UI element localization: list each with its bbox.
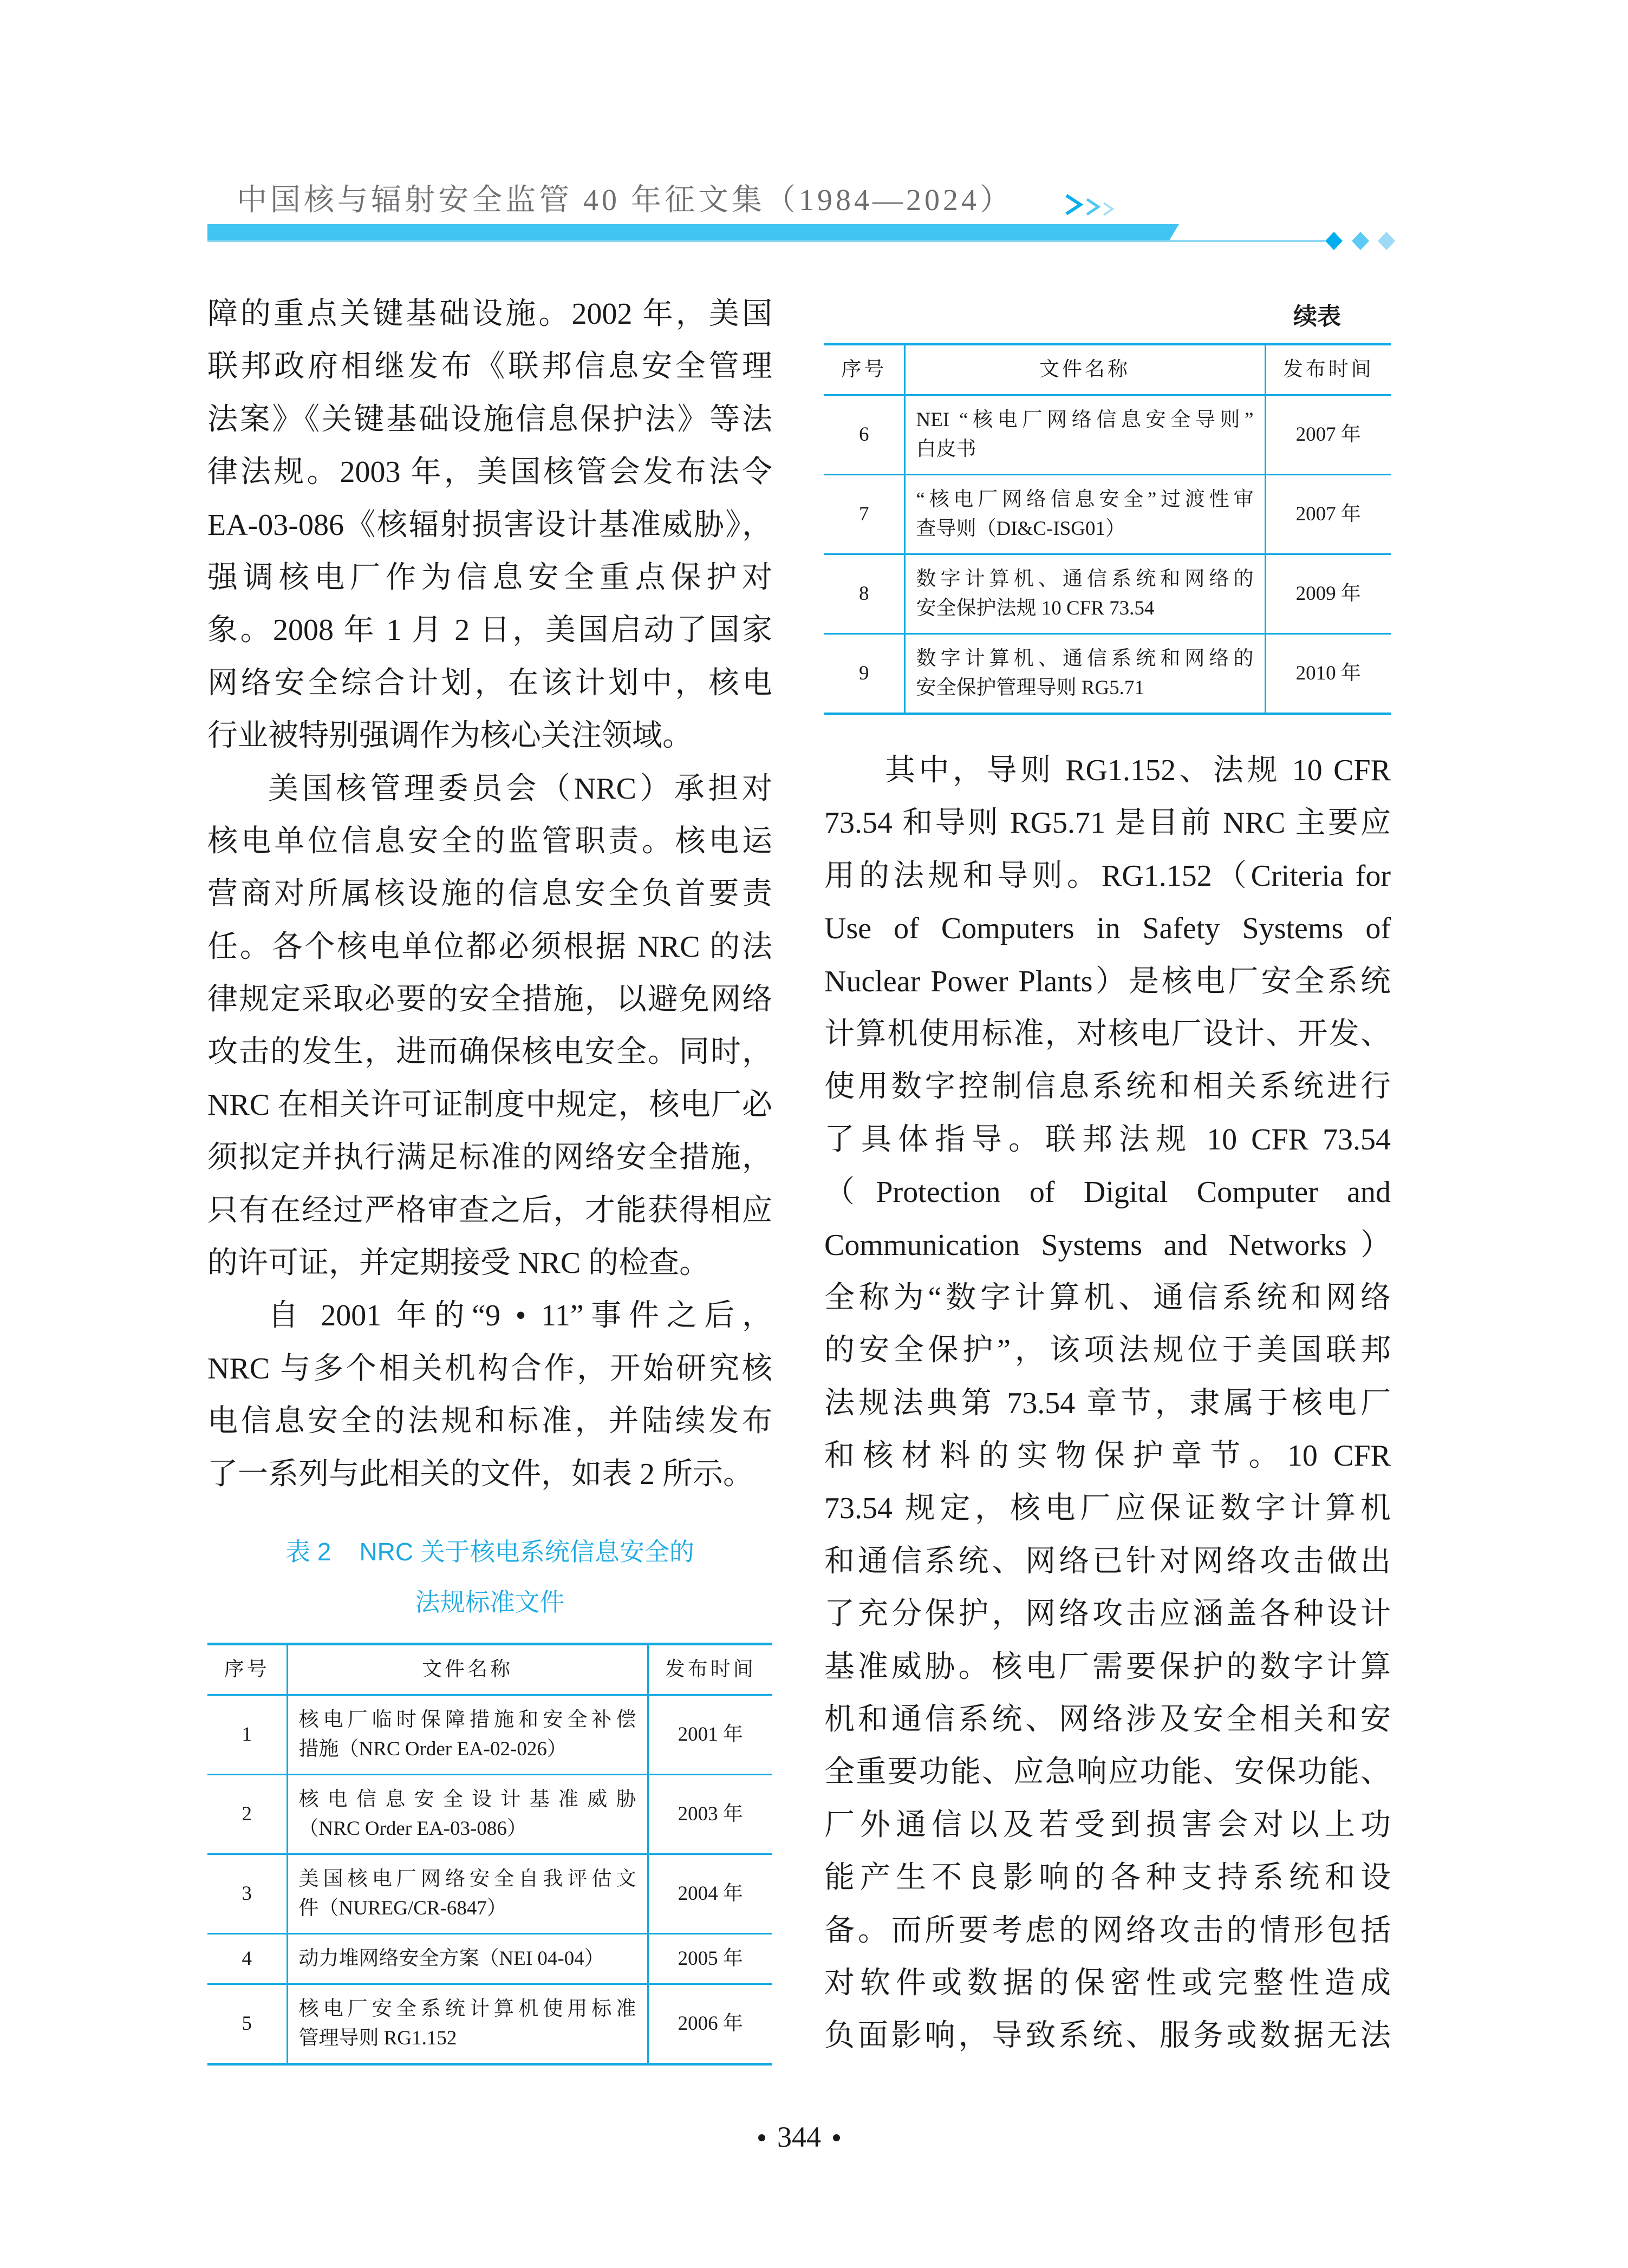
document-name <box>287 1775 648 1854</box>
text-line: 使用数字控制信息系统和相关系统进行 <box>824 1070 1391 1104</box>
column-header-number: 序号 <box>841 358 887 381</box>
text-line: 用的法规和导则。RG1.152（Criteria for <box>824 859 1391 893</box>
text-line: EA-03-086《核辐射损害设计基准威胁》， <box>207 508 772 542</box>
document-name-line: NEI “核电厂网络信息安全导则” <box>916 409 1254 431</box>
row-number: 6 <box>824 395 904 475</box>
document-name-line: 数字计算机、通信系统和网络的 <box>916 648 1254 670</box>
text-line: 核电单位信息安全的监管职责。核电运 <box>207 824 772 858</box>
chevron-right-icon <box>1104 203 1112 215</box>
text-line: 对软件或数据的保密性或完整性造成 <box>824 1966 1391 2000</box>
document-name-line: 管理导则 RG1.152 <box>298 2027 457 2049</box>
document-name-line: （NRC Order EA-03-086） <box>298 1818 527 1840</box>
document-name-line: 核电厂临时保障措施和安全补偿 <box>298 1709 636 1731</box>
text-line: 网络安全综合计划，在该计划中，核电 <box>207 666 772 700</box>
column-header-document-name: 文件名称 <box>287 1644 648 1695</box>
paragraph <box>207 1290 772 1501</box>
document-name-line: 安全保护管理导则 RG5.71 <box>916 677 1144 699</box>
text-line: （Protection of Digital Computer and <box>824 1175 1391 1210</box>
document-name <box>287 1695 648 1775</box>
table-row <box>207 1775 772 1854</box>
text-line: 73.54 规定，核电厂应保证数字计算机 <box>824 1492 1391 1526</box>
running-title: 中国核与辐射安全监管 40 年征文集（1984—2024） <box>237 184 1013 217</box>
text-line: NRC 在相关许可证制度中规定，核电厂必 <box>207 1088 772 1122</box>
text-line: 美国核管理委员会（NRC）承担对 <box>268 772 772 806</box>
table-number: 表 2 <box>285 1538 331 1566</box>
column-header-date: 发布时间 <box>648 1644 772 1695</box>
table-row <box>824 395 1391 475</box>
text-line: 厂外通信以及若受到损害会对以上功 <box>824 1808 1391 1842</box>
row-number: 1 <box>207 1695 287 1775</box>
text-line: 障的重点关键基础设施。2002 年，美国 <box>207 297 772 331</box>
document-name-line: 动力堆网络安全方案（NEI 04-04） <box>298 1947 604 1970</box>
text-line: 须拟定并执行满足标准的网络安全措施， <box>207 1141 772 1175</box>
document-name-line: 美国核电厂网络安全自我评估文 <box>298 1868 636 1890</box>
table-row <box>207 1984 772 2064</box>
text-line: 其中，导则 RG1.152、法规 10 CFR <box>885 754 1391 787</box>
caption-title: NRC 关于核电系统信息安全的 <box>359 1538 694 1566</box>
document-name-line: 数字计算机、通信系统和网络的 <box>916 568 1254 590</box>
paragraph <box>207 288 772 763</box>
text-line: NRC 与多个相关机构合作，开始研究核 <box>207 1351 772 1385</box>
text-line: 能产生不良影响的各种支持系统和设 <box>824 1861 1391 1895</box>
text-line: 73.54 和导则 RG5.71 是目前 NRC 主要应 <box>824 806 1391 840</box>
left-column-body <box>207 288 772 1501</box>
document-name <box>904 554 1265 634</box>
text-line: 全称为“数字计算机、通信系统和网络 <box>824 1280 1391 1315</box>
table-row <box>207 1854 772 1934</box>
document-name-line: 白皮书 <box>916 438 976 460</box>
document-name-line: 件（NUREG/CR-6847） <box>298 1897 507 1919</box>
text-line: 律规定采取必要的安全措施，以避免网络 <box>207 983 772 1017</box>
document-name-line: 安全保护法规 10 CFR 73.54 <box>916 597 1155 619</box>
column-header-document-name: 文件名称 <box>904 344 1265 395</box>
publish-date: 2003 年 <box>648 1775 772 1854</box>
bullet-ornament-icon <box>833 2134 840 2141</box>
table-body <box>207 1695 772 2064</box>
document-name-line: 核电厂安全系统计算机使用标准 <box>298 1998 636 2020</box>
text-line: 了一系列与此相关的文件，如表 2 所示。 <box>207 1457 753 1491</box>
publish-date: 2007 年 <box>1265 475 1391 554</box>
text-line: 了充分保护，网络攻击应涵盖各种设计 <box>824 1597 1391 1631</box>
text-line: 的许可证，并定期接受 NRC 的检查。 <box>207 1246 710 1280</box>
text-line: Communication Systems and Networks） <box>824 1228 1391 1262</box>
text-line: 律法规。2003 年，美国核管会发布法令 <box>207 455 772 489</box>
publish-date: 2010 年 <box>1265 634 1391 714</box>
publish-date: 2009 年 <box>1265 554 1391 634</box>
row-number: 5 <box>207 1984 287 2064</box>
table-row <box>824 554 1391 634</box>
text-line: Use of Computers in Safety Systems of <box>824 912 1391 946</box>
table-row <box>207 1695 772 1775</box>
diamond-icon <box>1378 232 1395 250</box>
publish-date: 2007 年 <box>1265 395 1391 475</box>
table-row <box>824 475 1391 554</box>
text-line: 只有在经过严格审查之后，才能获得相应 <box>207 1193 772 1227</box>
text-line: 和核材料的实物保护章节。10 CFR <box>824 1439 1391 1473</box>
text-line: 全重要功能、应急响应功能、安保功能、 <box>824 1755 1391 1789</box>
document-name <box>904 475 1265 554</box>
bullet-ornament-icon <box>758 2134 765 2141</box>
regulations-table-continued <box>824 343 1391 715</box>
text-line: 的安全保护”，该项法规位于美国联邦 <box>824 1334 1391 1368</box>
text-line: 基准威胁。核电厂需要保护的数字计算 <box>824 1650 1391 1684</box>
text-line: 攻击的发生，进而确保核电安全。同时， <box>207 1035 772 1069</box>
caption-title: 法规标准文件 <box>415 1588 565 1616</box>
regulations-table <box>207 1643 772 2066</box>
row-number: 9 <box>824 634 904 714</box>
table-2-continued <box>824 343 1391 715</box>
document-name <box>904 634 1265 714</box>
diamond-icon <box>1352 232 1369 250</box>
text-line: 计算机使用标准，对核电厂设计、开发、 <box>824 1017 1391 1051</box>
header-row <box>207 1644 772 1695</box>
row-number: 2 <box>207 1775 287 1854</box>
caption-line <box>207 1527 772 1577</box>
table-row <box>207 1934 772 1984</box>
text-line: 负面影响，导致系统、服务或数据无法 <box>824 2019 1391 2053</box>
column-header-date: 发布时间 <box>1265 344 1391 395</box>
caption-line <box>207 1577 772 1628</box>
chevron-right-icon <box>1066 195 1080 214</box>
table-body <box>824 395 1391 714</box>
right-column-body <box>824 744 1391 2063</box>
page-number: 344 <box>777 2121 821 2153</box>
table-2 <box>207 1643 772 2066</box>
triple-diamond-icon <box>1325 232 1395 250</box>
triple-chevron-right-icon <box>1066 195 1112 215</box>
header-accent-bar <box>207 224 1179 240</box>
text-line: 强调核电厂作为信息安全重点保护对 <box>207 560 772 594</box>
table-continued-label: 续表 <box>1293 303 1341 330</box>
text-line: 行业被特别强调作为核心关注领域。 <box>207 719 693 753</box>
chevron-right-icon <box>1087 199 1098 214</box>
document-name-line: “核电厂网络信息安全”过渡性审 <box>916 488 1254 511</box>
row-number: 3 <box>207 1854 287 1934</box>
header-row <box>824 344 1391 395</box>
document-name <box>287 1984 648 2064</box>
text-line: 营商对所属核设施的信息安全负首要责 <box>207 877 772 911</box>
text-line: 联邦政府相继发布《联邦信息安全管理 <box>207 350 772 384</box>
paragraph <box>207 763 772 1290</box>
text-line: 电信息安全的法规和标准，并陆续发布 <box>207 1404 772 1439</box>
publish-date: 2005 年 <box>648 1934 772 1984</box>
publish-date: 2004 年 <box>648 1854 772 1934</box>
running-header-decoration <box>0 0 1628 271</box>
publish-date: 2001 年 <box>648 1695 772 1775</box>
document-name <box>287 1854 648 1934</box>
column-header-number: 序号 <box>224 1658 270 1681</box>
document-name <box>904 395 1265 475</box>
row-number: 7 <box>824 475 904 554</box>
text-line: 自 2001 年的“9 • 11”事件之后， <box>268 1299 772 1333</box>
text-line: 法案》《关键基础设施信息保护法》等法 <box>207 402 772 436</box>
text-line: Nuclear Power Plants）是核电厂安全系统 <box>824 964 1391 998</box>
text-line: 任。各个核电单位都必须根据 NRC 的法 <box>207 930 772 964</box>
paragraph <box>824 744 1391 2063</box>
row-number: 8 <box>824 554 904 634</box>
text-line: 机和通信系统、网络涉及安全相关和安 <box>824 1703 1391 1737</box>
text-line: 法规法典第 73.54 章节，隶属于核电厂 <box>824 1386 1391 1420</box>
document-name-line: 核电信息安全设计基准威胁 <box>298 1788 636 1811</box>
document-name-line: 查导则（DI&C-ISG01） <box>916 518 1125 540</box>
table-header <box>207 1644 772 1695</box>
text-line: 了具体指导。联邦法规 10 CFR 73.54 <box>824 1122 1391 1156</box>
page-footer <box>207 2118 1391 2156</box>
document-name <box>287 1934 648 1984</box>
diamond-icon <box>1325 232 1343 250</box>
publish-date: 2006 年 <box>648 1984 772 2064</box>
table-caption <box>207 1527 772 1628</box>
text-line: 备。而所要考虑的网络攻击的情形包括 <box>824 1913 1391 1947</box>
table-row <box>824 634 1391 714</box>
table-header <box>824 344 1391 395</box>
text-line: 和通信系统、网络已针对网络攻击做出 <box>824 1544 1391 1578</box>
document-name-line: 措施（NRC Order EA-02-026） <box>298 1738 567 1760</box>
text-line: 象。2008 年 1 月 2 日，美国启动了国家 <box>207 613 772 648</box>
row-number: 4 <box>207 1934 287 1984</box>
